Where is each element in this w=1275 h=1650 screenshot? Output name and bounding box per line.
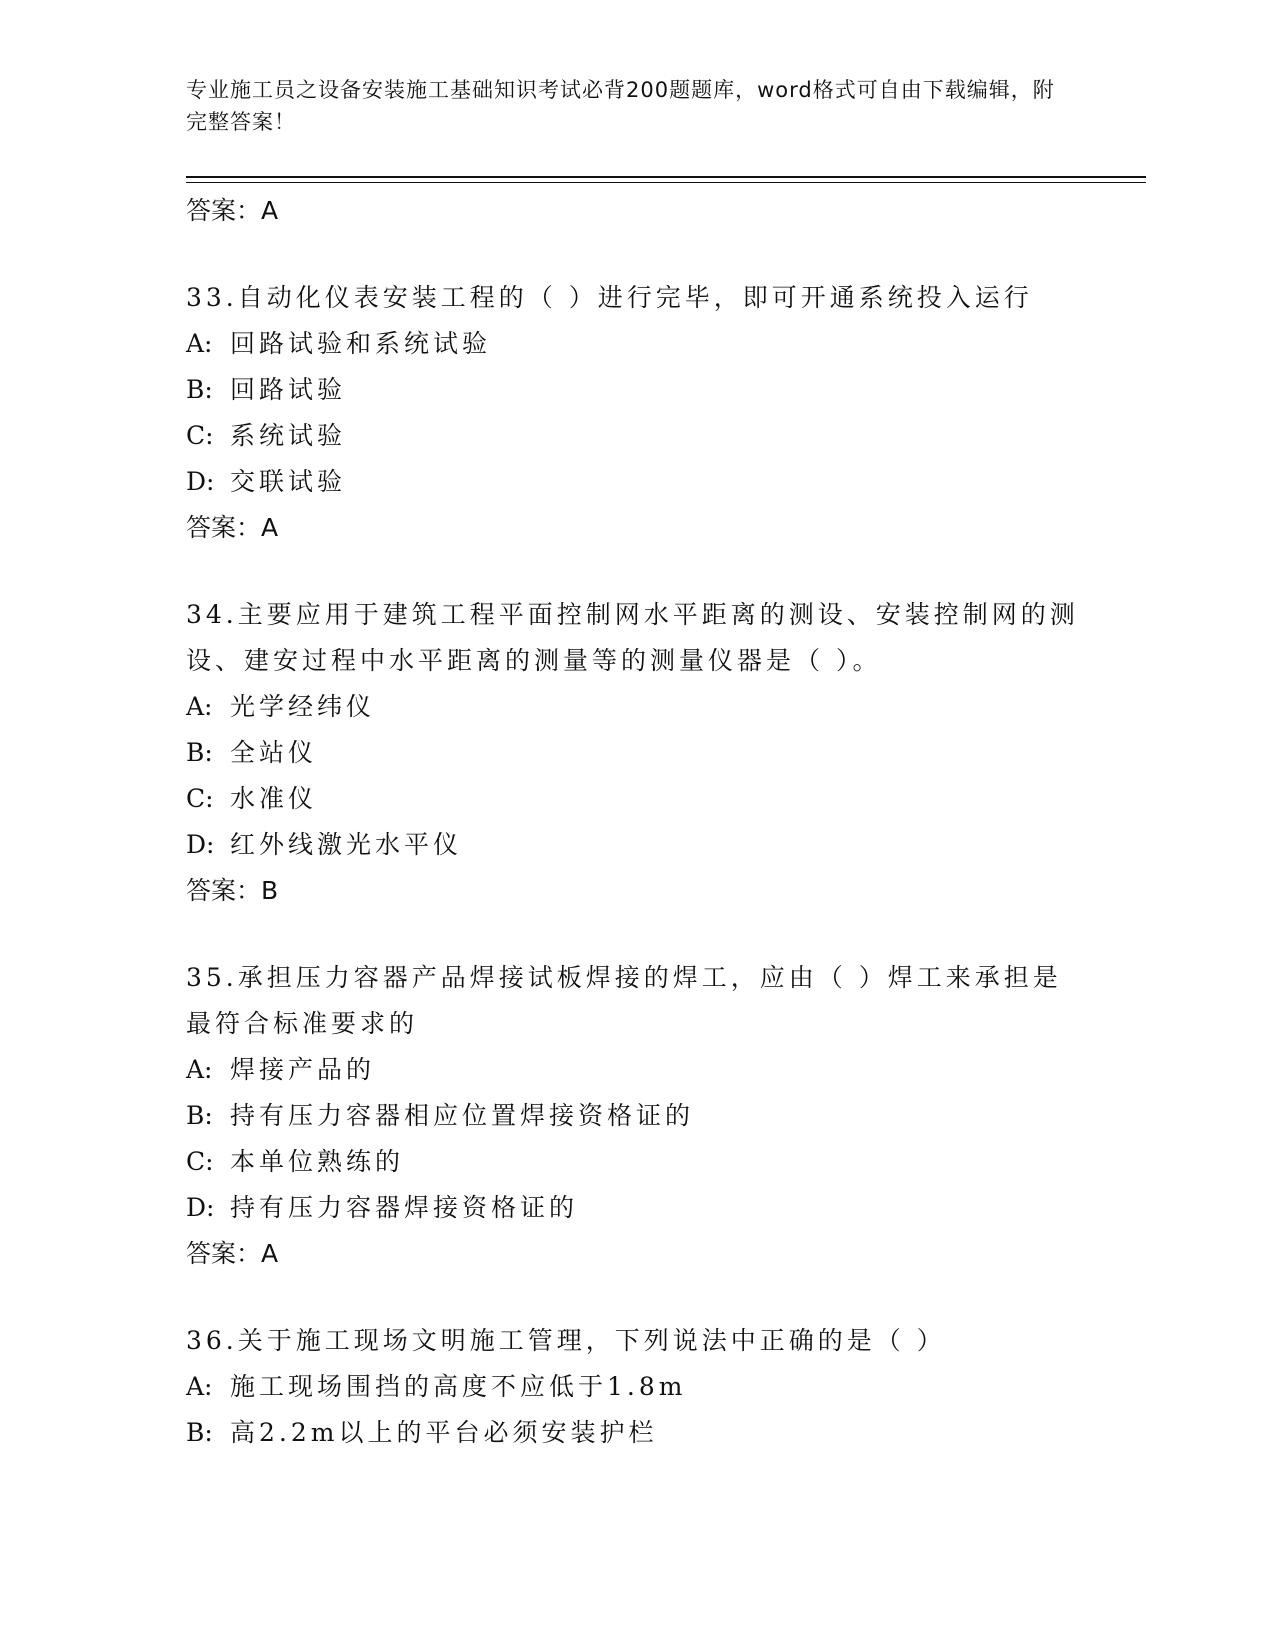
- option-text: 光学经纬仪: [230, 692, 376, 721]
- option-text: 交联试验: [230, 467, 347, 496]
- answer-line: 答案：A: [186, 513, 279, 542]
- document-header: 专业施工员之设备安装施工基础知识考试必背200题题库，word格式可自由下载编辑，附完整答案！: [186, 78, 1055, 134]
- option-letter: B:: [186, 375, 213, 404]
- answer-line: 答案：A: [186, 196, 279, 225]
- document-body: [186, 188, 1146, 1456]
- option-text: 红外线激光水平仪: [230, 830, 463, 859]
- question-stem: 34.主要应用于建筑工程平面控制网水平距离的测设、安装控制网的测设、建安过程中水平距离的测量等的测量仪器是（ ）。: [186, 600, 1079, 675]
- option-b: [186, 1093, 1146, 1139]
- option-text: 系统试验: [230, 421, 347, 450]
- option-a: [186, 684, 1146, 730]
- option-letter: B:: [186, 1101, 213, 1130]
- option-letter: A:: [186, 692, 213, 721]
- option-letter: A:: [186, 1055, 213, 1084]
- answer-line: 答案：B: [186, 876, 279, 905]
- option-a: [186, 1364, 1146, 1410]
- option-letter: C:: [186, 784, 214, 813]
- option-text: 回路试验和系统试验: [230, 329, 492, 358]
- header-rule-thin: [186, 182, 1146, 183]
- option-letter: D:: [186, 467, 215, 496]
- question-stem: 36.关于施工现场文明施工管理，下列说法中正确的是（ ）: [186, 1326, 946, 1355]
- option-text: 回路试验: [230, 375, 347, 404]
- question-stem: 35.承担压力容器产品焊接试板焊接的焊工，应由（ ）焊工来承担是最符合标准要求的: [186, 963, 1062, 1038]
- option-text: 焊接产品的: [230, 1055, 376, 1084]
- option-d: [186, 459, 1146, 505]
- option-letter: A:: [186, 329, 213, 358]
- option-text: 施工现场围挡的高度不应低于1.8m: [230, 1372, 687, 1401]
- option-text: 持有压力容器焊接资格证的: [230, 1193, 579, 1222]
- option-b: [186, 1410, 1146, 1456]
- option-c: [186, 413, 1146, 459]
- option-text: 全站仪: [230, 738, 318, 767]
- option-letter: B:: [186, 1418, 213, 1447]
- option-letter: C:: [186, 421, 214, 450]
- option-text: 本单位熟练的: [230, 1147, 405, 1176]
- question-stem: 33.自动化仪表安装工程的（ ）进行完毕，即可开通系统投入运行: [186, 283, 1033, 312]
- option-letter: D:: [186, 830, 215, 859]
- option-c: [186, 776, 1146, 822]
- option-letter: D:: [186, 1193, 215, 1222]
- option-a: [186, 1047, 1146, 1093]
- option-a: [186, 321, 1146, 367]
- answer-line: 答案：A: [186, 1239, 279, 1268]
- option-letter: C:: [186, 1147, 214, 1176]
- header-rule-thick: [186, 176, 1146, 178]
- option-b: [186, 367, 1146, 413]
- option-text: 高2.2m以上的平台必须安装护栏: [230, 1418, 658, 1447]
- option-text: 水准仪: [230, 784, 318, 813]
- option-d: [186, 1185, 1146, 1231]
- option-c: [186, 1139, 1146, 1185]
- option-text: 持有压力容器相应位置焊接资格证的: [230, 1101, 695, 1130]
- option-letter: B:: [186, 738, 213, 767]
- option-b: [186, 730, 1146, 776]
- option-d: [186, 822, 1146, 868]
- option-letter: A:: [186, 1372, 213, 1401]
